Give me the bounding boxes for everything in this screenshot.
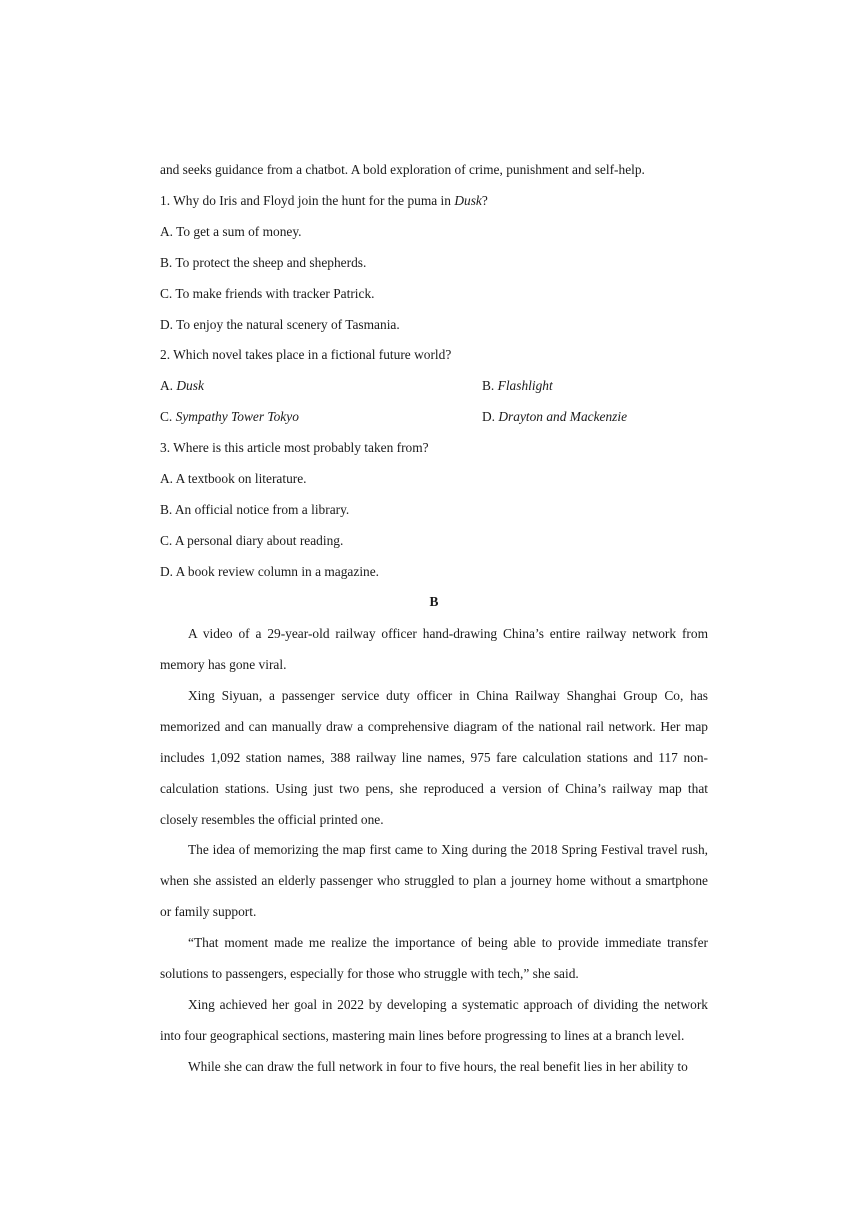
- question-1-option-b: B. To protect the sheep and shepherds.: [160, 255, 367, 270]
- section-b-paragraph-4: “That moment made me realize the importance of being able to provide immediate transfer solutions to passengers, especially for those who struggle with tech,” she said.: [160, 935, 708, 981]
- question-1-option-d: D. To enjoy the natural scenery of Tasmania.: [160, 317, 400, 332]
- section-b-heading: B: [429, 594, 439, 609]
- question-3-option-a: A. A textbook on literature.: [160, 471, 307, 486]
- option-letter: C.: [160, 409, 176, 424]
- question-1-stem-text: 1. Why do Iris and Floyd join the hunt for the puma in: [160, 193, 455, 208]
- option-title: Dusk: [176, 378, 204, 393]
- question-2-option-b: [482, 378, 553, 394]
- question-3-option-b: B. An official notice from a library.: [160, 502, 350, 517]
- section-b-paragraph-6: While she can draw the full network in four to five hours, the real benefit lies in her ability to: [188, 1059, 688, 1074]
- question-1-option-a: A. To get a sum of money.: [160, 224, 302, 239]
- question-2-stem: 2. Which novel takes place in a fictional future world?: [160, 347, 452, 362]
- question-3-stem: 3. Where is this article most probably taken from?: [160, 440, 429, 455]
- question-2-option-a: [160, 378, 204, 394]
- section-b-paragraph-1: A video of a 29-year-old railway officer hand-drawing China’s entire railway network from memory has gone viral.: [160, 626, 708, 672]
- option-title: Sympathy Tower Tokyo: [175, 409, 299, 424]
- question-1-stem: [160, 193, 488, 209]
- question-2-option-d: [482, 409, 627, 425]
- question-2-option-c: [160, 409, 299, 425]
- option-letter: A.: [160, 378, 177, 393]
- option-title: Flashlight: [497, 378, 553, 393]
- question-3-option-d: D. A book review column in a magazine.: [160, 564, 380, 579]
- passage-a-tail: and seeks guidance from a chatbot. A bold exploration of crime, punishment and self-help.: [160, 162, 645, 177]
- option-title: Drayton and Mackenzie: [498, 409, 628, 424]
- section-b-paragraph-3: The idea of memorizing the map first came to Xing during the 2018 Spring Festival travel rush, when she assisted an elderly passenger who struggled to plan a journey home without a smartphone or family support.: [160, 842, 708, 919]
- option-letter: D.: [482, 409, 499, 424]
- section-b-paragraph-5: Xing achieved her goal in 2022 by developing a systematic approach of dividing the network into four geographical sections, mastering main lines before progressing to lines at a branch level.: [160, 997, 708, 1043]
- option-letter: B.: [482, 378, 498, 393]
- question-1-stem-end: ?: [481, 193, 488, 208]
- question-3-option-c: C. A personal diary about reading.: [160, 533, 344, 548]
- question-1-title: Dusk: [454, 193, 482, 208]
- section-b-paragraph-2: Xing Siyuan, a passenger service duty officer in China Railway Shanghai Group Co, has memorized and can manually draw a comprehensive diagram of the national rail network. Her map includes 1,092 station names, 388 railway line names, 975 fare calculation stations and 117 non-calculation stations. Using just two pens, she reproduced a version of China’s railway map that closely resembles the official printed one.: [160, 688, 708, 827]
- question-1-option-c: C. To make friends with tracker Patrick.: [160, 286, 375, 301]
